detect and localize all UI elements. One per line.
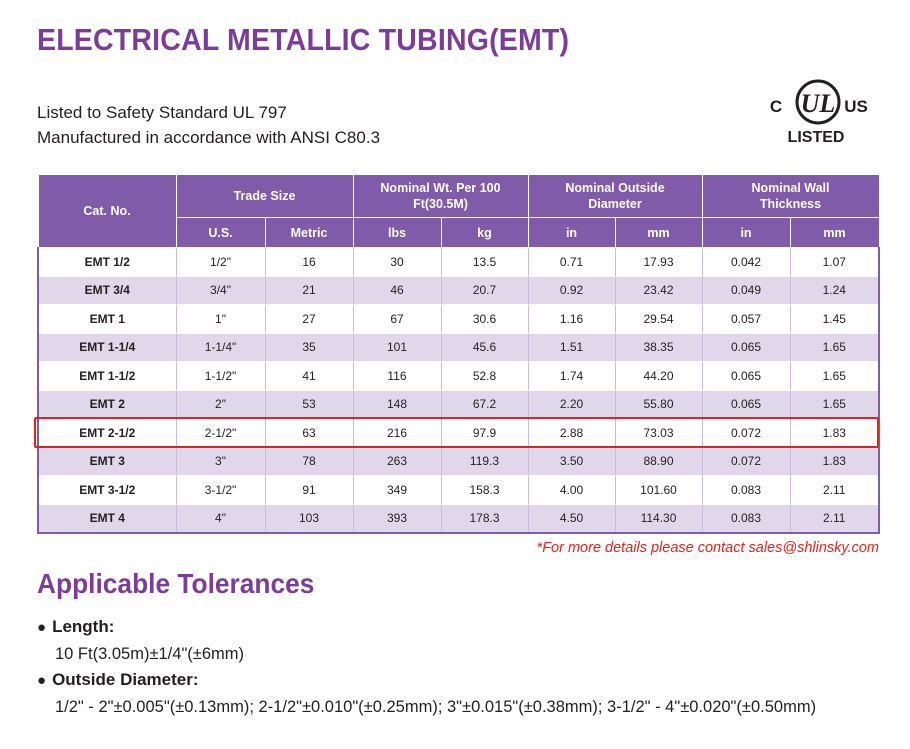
- header-cat-no: Cat. No.: [38, 175, 176, 248]
- cell-wall-mm: 1.83: [790, 419, 879, 448]
- cell-wall-in: 0.042: [702, 248, 790, 277]
- header-nominal-weight: Nominal Wt. Per 100 Ft(30.5M): [353, 175, 528, 218]
- cell-us: 4": [176, 504, 265, 533]
- cell-od-in: 1.51: [528, 333, 615, 362]
- cell-cat-no: EMT 1: [38, 305, 176, 334]
- cell-metric: 91: [265, 476, 353, 505]
- cell-wall-in: 0.065: [702, 333, 790, 362]
- table-row: [38, 390, 879, 419]
- header-kg: kg: [441, 218, 528, 248]
- cell-kg: 20.7: [441, 276, 528, 305]
- cell-kg: 67.2: [441, 390, 528, 419]
- page-title: ELECTRICAL METALLIC TUBING(EMT): [37, 22, 570, 57]
- cell-lbs: 101: [353, 333, 441, 362]
- cell-kg: 13.5: [441, 248, 528, 277]
- header-nominal-wall-thickness: Nominal Wall Thickness: [702, 175, 879, 218]
- cell-metric: 41: [265, 362, 353, 391]
- cell-lbs: 67: [353, 305, 441, 334]
- header-od-in: in: [528, 218, 615, 248]
- cell-od-mm: 44.20: [615, 362, 702, 391]
- cell-od-in: 0.71: [528, 248, 615, 277]
- cell-us: 1/2": [176, 248, 265, 277]
- cell-lbs: 30: [353, 248, 441, 277]
- contact-note: *For more details please contact sales@shlinsky.com: [536, 540, 879, 556]
- length-value: 10 Ft(3.05m)±1/4"(±6mm): [55, 645, 245, 663]
- header-trade-size: Trade Size: [176, 175, 353, 218]
- cell-cat-no: EMT 4: [38, 504, 176, 533]
- table-row: [38, 333, 879, 362]
- cell-od-mm: 114.30: [615, 504, 702, 533]
- cell-od-mm: 88.90: [615, 447, 702, 476]
- cell-kg: 158.3: [441, 476, 528, 505]
- header-wall-in: in: [702, 218, 790, 248]
- cell-wall-in: 0.083: [702, 504, 790, 533]
- table-row: [38, 248, 879, 277]
- cell-kg: 52.8: [441, 362, 528, 391]
- cell-od-in: 1.74: [528, 362, 615, 391]
- cell-us: 1": [176, 305, 265, 334]
- emt-spec-table: [37, 174, 880, 534]
- table-row: [38, 476, 879, 505]
- cell-od-in: 1.16: [528, 305, 615, 334]
- cell-us: 1-1/2": [176, 362, 265, 391]
- cell-kg: 119.3: [441, 447, 528, 476]
- cell-lbs: 393: [353, 504, 441, 533]
- table-body: [38, 248, 879, 534]
- cell-metric: 53: [265, 390, 353, 419]
- table-row: [38, 305, 879, 334]
- cell-metric: 35: [265, 333, 353, 362]
- cell-od-mm: 101.60: [615, 476, 702, 505]
- tolerances-title: Applicable Tolerances: [37, 568, 315, 599]
- cell-kg: 97.9: [441, 419, 528, 448]
- ul-mark-left: C: [769, 97, 783, 116]
- cell-od-in: 2.20: [528, 390, 615, 419]
- cell-cat-no: EMT 2: [38, 390, 176, 419]
- cell-cat-no: EMT 1-1/2: [38, 362, 176, 391]
- header-od-mm: mm: [615, 218, 702, 248]
- cell-cat-no: EMT 3: [38, 447, 176, 476]
- cell-od-in: 3.50: [528, 447, 615, 476]
- cell-wall-mm: 1.83: [790, 447, 879, 476]
- cell-cat-no: EMT 1/2: [38, 248, 176, 277]
- ul-mark-center: UL: [800, 89, 836, 118]
- table-row: [38, 276, 879, 305]
- outside-diameter-value: 1/2" - 2"±0.005"(±0.13mm); 2-1/2"±0.010"(±0.25mm); 3"±0.015"(±0.38mm); 3-1/2" - 4"±0.020"(±0.50mm): [55, 698, 817, 716]
- cell-wall-mm: 1.07: [790, 248, 879, 277]
- cell-metric: 78: [265, 447, 353, 476]
- cell-wall-in: 0.072: [702, 447, 790, 476]
- cell-lbs: 148: [353, 390, 441, 419]
- table-row: [38, 447, 879, 476]
- cell-kg: 178.3: [441, 504, 528, 533]
- cell-metric: 27: [265, 305, 353, 334]
- cell-metric: 103: [265, 504, 353, 533]
- cell-wall-in: 0.057: [702, 305, 790, 334]
- header-us: U.S.: [176, 218, 265, 248]
- cell-od-in: 4.00: [528, 476, 615, 505]
- cell-us: 3/4": [176, 276, 265, 305]
- cell-wall-mm: 1.24: [790, 276, 879, 305]
- cell-kg: 30.6: [441, 305, 528, 334]
- length-label: Length:: [52, 617, 115, 636]
- ul-listed-logo: [768, 76, 868, 148]
- cell-us: 2-1/2": [176, 419, 265, 448]
- header-wall-mm: mm: [790, 218, 879, 248]
- cell-metric: 21: [265, 276, 353, 305]
- cell-metric: 63: [265, 419, 353, 448]
- cell-lbs: 216: [353, 419, 441, 448]
- cell-wall-in: 0.072: [702, 419, 790, 448]
- table-row: [38, 504, 879, 533]
- cell-wall-mm: 2.11: [790, 476, 879, 505]
- subtitle: [37, 100, 380, 150]
- ul-mark-right: US: [844, 97, 868, 116]
- cell-us: 3-1/2": [176, 476, 265, 505]
- table-row: [38, 362, 879, 391]
- length-bullet: [37, 617, 114, 637]
- cell-wall-mm: 1.65: [790, 390, 879, 419]
- cell-cat-no: EMT 3/4: [38, 276, 176, 305]
- cell-wall-mm: 1.65: [790, 362, 879, 391]
- cell-wall-mm: 2.11: [790, 504, 879, 533]
- cell-wall-in: 0.065: [702, 362, 790, 391]
- ul-mark-bottom: LISTED: [787, 129, 845, 146]
- subtitle-line-2: Manufactured in accordance with ANSI C80.3: [37, 128, 381, 147]
- cell-lbs: 349: [353, 476, 441, 505]
- header-nominal-outside-diameter: Nominal Outside Diameter: [528, 175, 702, 218]
- cell-kg: 45.6: [441, 333, 528, 362]
- cell-od-mm: 55.80: [615, 390, 702, 419]
- cell-wall-in: 0.065: [702, 390, 790, 419]
- outside-diameter-bullet: [37, 670, 199, 690]
- cell-wall-in: 0.083: [702, 476, 790, 505]
- cell-lbs: 46: [353, 276, 441, 305]
- cell-lbs: 116: [353, 362, 441, 391]
- cell-od-mm: 29.54: [615, 305, 702, 334]
- cell-od-in: 2.88: [528, 419, 615, 448]
- cell-od-mm: 17.93: [615, 248, 702, 277]
- header-lbs: lbs: [353, 218, 441, 248]
- cell-us: 3": [176, 447, 265, 476]
- cell-od-mm: 73.03: [615, 419, 702, 448]
- cell-cat-no: EMT 3-1/2: [38, 476, 176, 505]
- cell-wall-mm: 1.65: [790, 333, 879, 362]
- table-row-highlighted: [38, 419, 879, 448]
- cell-cat-no: EMT 1-1/4: [38, 333, 176, 362]
- cell-lbs: 263: [353, 447, 441, 476]
- subtitle-line-1: Listed to Safety Standard UL 797: [37, 103, 287, 122]
- cell-us: 2": [176, 390, 265, 419]
- cell-wall-mm: 1.45: [790, 305, 879, 334]
- cell-od-mm: 38.35: [615, 333, 702, 362]
- cell-od-in: 0.92: [528, 276, 615, 305]
- cell-cat-no: EMT 2-1/2: [38, 419, 176, 448]
- cell-metric: 16: [265, 248, 353, 277]
- cell-od-in: 4.50: [528, 504, 615, 533]
- cell-od-mm: 23.42: [615, 276, 702, 305]
- outside-diameter-label: Outside Diameter:: [52, 670, 199, 689]
- cell-wall-in: 0.049: [702, 276, 790, 305]
- bullet-icon: ●: [37, 672, 47, 689]
- bullet-icon: ●: [37, 619, 47, 636]
- cell-us: 1-1/4": [176, 333, 265, 362]
- header-metric: Metric: [265, 218, 353, 248]
